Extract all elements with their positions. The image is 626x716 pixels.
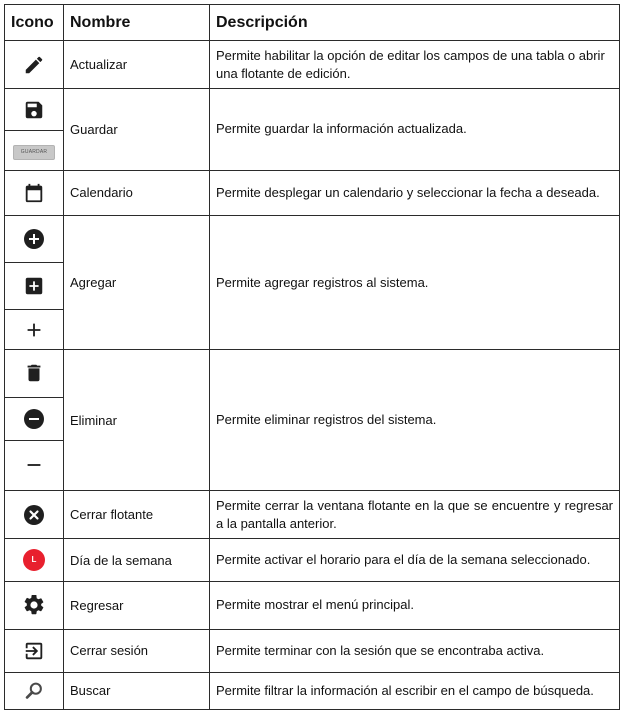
row-description: Permite terminar con la sesión que se encontraba activa. <box>210 629 620 672</box>
row-description: Permite desplegar un calendario y seleccionar la fecha a deseada. <box>210 170 620 215</box>
edit-pencil-icon <box>23 54 45 76</box>
icon-cell <box>5 440 64 490</box>
table-row <box>5 215 620 262</box>
row-name: Día de la semana <box>64 539 210 582</box>
header-row <box>5 5 620 41</box>
row-name: Calendario <box>64 170 210 215</box>
row-description: Permite mostrar el menú principal. <box>210 582 620 629</box>
row-name: Cerrar flotante <box>64 490 210 538</box>
icon-cell <box>5 262 64 309</box>
table-row <box>5 490 620 538</box>
icon-cell <box>5 490 64 538</box>
logout-icon <box>23 640 45 662</box>
row-name: Actualizar <box>64 41 210 89</box>
row-description: Permite eliminar registros del sistema. <box>210 350 620 491</box>
remove-minus-icon <box>23 454 45 476</box>
header-icon: Icono <box>5 5 64 41</box>
table-row <box>5 170 620 215</box>
row-name: Regresar <box>64 582 210 629</box>
icon-cell <box>5 350 64 397</box>
table-row <box>5 582 620 629</box>
row-name: Guardar <box>64 89 210 170</box>
row-description: Permite filtrar la información al escribir en el campo de búsqueda. <box>210 672 620 709</box>
icon-cell <box>5 89 64 131</box>
icon-cell <box>5 41 64 89</box>
add-plus-icon <box>23 319 45 341</box>
icon-cell <box>5 131 64 170</box>
add-circle-icon <box>22 227 46 251</box>
calendar-icon <box>23 182 45 204</box>
save-button-sample: GUARDAR <box>13 145 55 160</box>
table-row <box>5 629 620 672</box>
weekday-badge: L <box>23 549 45 571</box>
remove-circle-icon <box>22 407 46 431</box>
table-row <box>5 672 620 709</box>
save-icon <box>23 99 45 121</box>
table-row <box>5 350 620 397</box>
header-name: Nombre <box>64 5 210 41</box>
row-description: Permite cerrar la ventana flotante en la que se encuentre y regresar a la pantalla anterior. <box>210 490 620 538</box>
icon-cell <box>5 397 64 440</box>
trash-icon <box>23 362 45 384</box>
add-box-icon <box>23 275 45 297</box>
icon-reference-table <box>4 4 620 710</box>
row-description: Permite agregar registros al sistema. <box>210 215 620 350</box>
row-name: Cerrar sesión <box>64 629 210 672</box>
icon-cell <box>5 629 64 672</box>
row-description: Permite guardar la información actualizada. <box>210 89 620 170</box>
row-name: Agregar <box>64 215 210 350</box>
icon-cell <box>5 539 64 582</box>
header-description: Descripción <box>210 5 620 41</box>
search-icon <box>23 680 45 702</box>
row-description: Permite activar el horario para el día de la semana seleccionado. <box>210 539 620 582</box>
row-name: Eliminar <box>64 350 210 491</box>
close-circle-icon <box>22 503 46 527</box>
icon-cell <box>5 672 64 709</box>
table-row <box>5 41 620 89</box>
row-name: Buscar <box>64 672 210 709</box>
icon-cell <box>5 215 64 262</box>
table-row <box>5 539 620 582</box>
icon-cell <box>5 170 64 215</box>
gear-icon <box>22 593 46 617</box>
icon-cell <box>5 310 64 350</box>
table-row <box>5 89 620 131</box>
row-description: Permite habilitar la opción de editar los campos de una tabla o abrir una flotante de edición. <box>210 41 620 89</box>
icon-cell <box>5 582 64 629</box>
